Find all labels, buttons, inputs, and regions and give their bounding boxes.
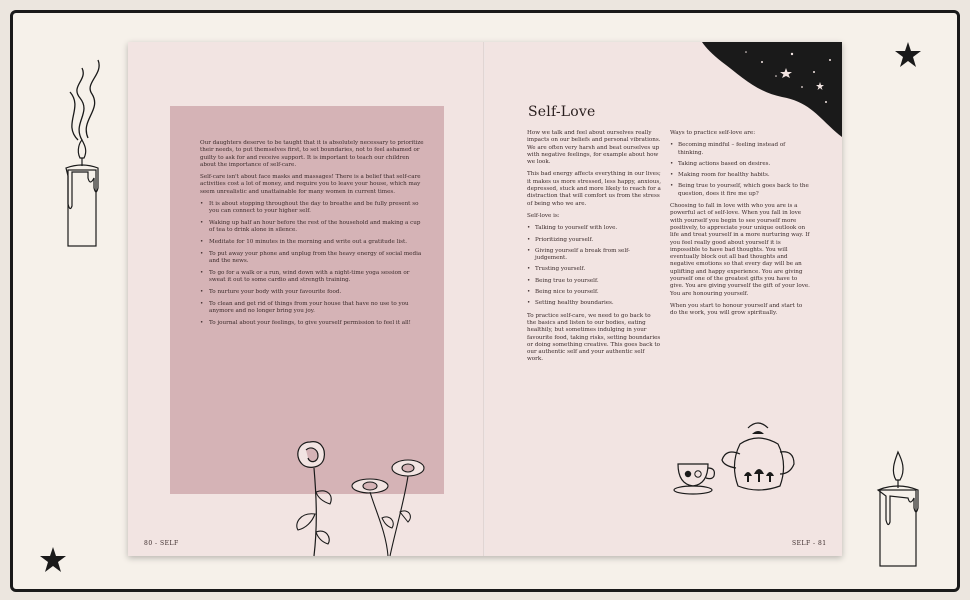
teapot-icon (718, 414, 798, 498)
star-icon (38, 545, 68, 575)
list-item: • It is about stopping throughout the day to breathe and be fully present so you can connect to your higher self. (200, 201, 426, 216)
list-item: • Prioritizing yourself. (527, 237, 661, 244)
teacup-icon (672, 454, 720, 498)
right-page-number: SELF - 81 (792, 540, 827, 547)
page-title: Self-Love (528, 104, 596, 120)
daisy-icon (346, 452, 436, 556)
list-item: • Giving yourself a break from self-judgement. (527, 248, 661, 263)
list-item: • Being true to yourself, which goes back to the question, does it fire me up? (670, 183, 810, 198)
list-item: • To go for a walk or a run, wind down with a night-time yoga session or sweat it out to some cardio and strength training. (200, 270, 426, 285)
list-item: • Becoming mindful – feeling instead of thinking. (670, 142, 810, 157)
left-paragraph: Our daughters deserve to be taught that it is absolutely necessary to prioritize their needs, to put themselves first, to set boundaries, not to feel ashamed or guilty to ask for and receive support. It is important to teach our children about the importance of self-care. (200, 140, 424, 168)
list-item: • To put away your phone and unplug from the heavy energy of social media and the news. (200, 251, 426, 266)
candle-icon (52, 28, 122, 248)
list-item: • To clean and get rid of things from your house that have no use to you anymore and no longer bring you joy. (200, 301, 426, 316)
list-item: • Meditate for 10 minutes in the morning and write out a gratitude list. (200, 239, 426, 246)
left-paragraph: Self-care isn't about face masks and massages! There is a belief that self-care activities cost a lot of money, and require you to leave your house, which may seem unrealistic and unattainable for many women in current times. (200, 174, 421, 195)
right-column-1 (527, 130, 661, 369)
list-item: • Setting healthy boundaries. (527, 300, 661, 307)
list-item: • To journal about your feelings, to give yourself permission to feel it all! (200, 320, 426, 327)
right-column-2 (670, 130, 810, 323)
list-item: • To nurture your body with your favourite food. (200, 289, 426, 296)
self-love-list (527, 225, 661, 307)
paragraph: How we talk and feel about ourselves really impacts on our beliefs and personal vibrations. We are often very harsh and beat ourselves up with negative feelings, for example about how we look. (527, 130, 661, 166)
book-gutter (483, 42, 485, 556)
list-item: • Talking to yourself with love. (527, 225, 661, 232)
list-item: • Waking up half an hour before the rest of the household and making a cup of tea to drink alone in silence. (200, 220, 426, 235)
left-page-number: 80 - SELF (144, 540, 179, 547)
paragraph: Self-love is: (527, 212, 560, 219)
list-item: • Trusting yourself. (527, 266, 661, 273)
left-page-text (200, 140, 426, 332)
paragraph: Ways to practice self-love are: (670, 130, 756, 136)
list-item: • Taking actions based on desires. (670, 161, 810, 168)
paragraph: Choosing to fall in love with who you are is a powerful act of self-love. When you fall in love with yourself you begin to see yourself more positively, to appreciate your unique outlook on life and treat yourself in a more nurturing way. If you feel really good about yourself it is impossible to have bad thoughts. You will eventually block out all bad thoughts and negative emotions so that every day will be an uplifting and happy experience. You are giving yourself one of the greatest gifts you have to give. You are giving yourself the gift of your love. You are honouring yourself. (670, 203, 810, 297)
list-item: • Being nice to yourself. (527, 289, 661, 296)
paragraph: When you start to honour yourself and start to do the work, you will grow spiritually. (670, 302, 803, 317)
star-icon (893, 40, 923, 70)
left-bullet-list (200, 201, 426, 327)
list-item: • Being true to yourself. (527, 278, 661, 285)
candle-icon (868, 450, 928, 570)
ways-list (670, 142, 810, 198)
list-item: • Making room for healthy habits. (670, 172, 810, 179)
paragraph: To practice self-care, we need to go back to the basics and listen to our bodies, eating healthily, but sometimes indulging in your favourite food, taking risks, setting boundaries or doing something creative. This goes back to our authentic self and your authentic self work. (527, 312, 661, 363)
paragraph: This bad energy affects everything in our lives; it makes us more stressed, less happy, anxious, depressed, stuck and more likely to reach for a distraction that will comfort us from the stress of being who we are. (527, 171, 661, 207)
night-sky-icon (702, 42, 842, 137)
